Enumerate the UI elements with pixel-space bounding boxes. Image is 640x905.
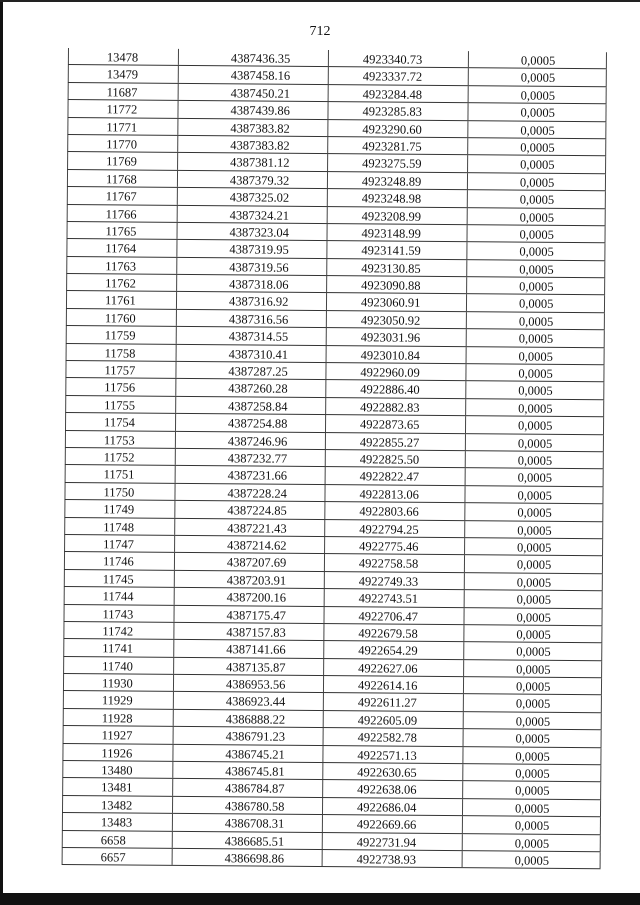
y-coordinate-cell: 4922758.58 — [324, 554, 464, 571]
error-cell: 0,0005 — [465, 434, 604, 451]
y-coordinate-cell: 4922706.47 — [323, 607, 463, 624]
error-cell: 0,0005 — [462, 799, 601, 816]
x-coordinate-cell: 4387379.32 — [177, 171, 327, 189]
error-cell: 0,0005 — [467, 103, 606, 120]
x-coordinate-cell: 4387287.25 — [175, 362, 325, 380]
x-coordinate-cell: 4386953.56 — [173, 675, 323, 693]
y-coordinate-cell: 4922614.16 — [323, 676, 463, 693]
x-coordinate-cell: 4387135.87 — [173, 658, 323, 676]
table-row — [62, 848, 601, 870]
error-cell: 0,0005 — [464, 503, 603, 520]
y-coordinate-cell: 4923010.84 — [326, 346, 466, 363]
y-coordinate-cell: 4922749.33 — [324, 572, 464, 589]
error-cell: 0,0005 — [463, 660, 602, 677]
point-id-cell: 13480 — [62, 761, 172, 778]
y-coordinate-cell: 4923337.72 — [328, 67, 468, 84]
error-cell: 0,0005 — [468, 51, 607, 68]
x-coordinate-cell: 4386745.81 — [172, 762, 322, 780]
point-id-cell: 13481 — [62, 778, 172, 795]
y-coordinate-cell: 4922822.47 — [325, 467, 465, 484]
y-coordinate-cell: 4922813.06 — [324, 485, 464, 502]
point-id-cell: 13478 — [68, 48, 178, 65]
point-id-cell: 11753 — [65, 431, 175, 448]
y-coordinate-cell: 4923248.89 — [327, 172, 467, 189]
error-cell: 0,0005 — [462, 834, 601, 851]
point-id-cell: 11762 — [66, 274, 176, 291]
error-cell: 0,0005 — [464, 538, 603, 555]
x-coordinate-cell: 4386685.51 — [172, 831, 322, 849]
error-cell: 0,0005 — [467, 138, 606, 155]
y-coordinate-cell: 4923285.83 — [327, 102, 467, 119]
point-id-cell: 11745 — [64, 570, 174, 587]
y-coordinate-cell: 4922679.58 — [323, 624, 463, 641]
x-coordinate-cell: 4386745.21 — [172, 744, 322, 762]
point-id-cell: 13482 — [62, 796, 172, 813]
point-id-cell: 13479 — [68, 65, 178, 82]
y-coordinate-cell: 4922582.78 — [323, 728, 463, 745]
error-cell: 0,0005 — [466, 295, 605, 312]
y-coordinate-cell: 4922960.09 — [325, 363, 465, 380]
x-coordinate-cell: 4386780.58 — [172, 797, 322, 815]
point-id-cell: 11763 — [66, 257, 176, 274]
x-coordinate-cell: 4386708.31 — [172, 814, 322, 832]
error-cell: 0,0005 — [463, 729, 602, 746]
x-coordinate-cell: 4387439.86 — [177, 101, 327, 119]
y-coordinate-cell: 4922731.94 — [322, 833, 462, 850]
y-coordinate-cell: 4922630.65 — [322, 763, 462, 780]
x-coordinate-cell: 4386791.23 — [173, 727, 323, 745]
error-cell: 0,0005 — [462, 764, 601, 781]
error-cell: 0,0005 — [466, 347, 605, 364]
y-coordinate-cell: 4922571.13 — [322, 746, 462, 763]
point-id-cell: 11741 — [63, 639, 173, 656]
point-id-cell: 6657 — [62, 848, 172, 865]
point-id-cell: 11926 — [62, 744, 172, 761]
point-id-cell: 11761 — [66, 291, 176, 308]
coordinates-table — [62, 48, 607, 870]
y-coordinate-cell: 4922873.65 — [325, 415, 465, 432]
error-cell: 0,0005 — [463, 712, 602, 729]
y-coordinate-cell: 4922605.09 — [323, 711, 463, 728]
y-coordinate-cell: 4923130.85 — [326, 259, 466, 276]
error-cell: 0,0005 — [465, 399, 604, 416]
error-cell: 0,0005 — [465, 451, 604, 468]
point-id-cell: 11746 — [64, 552, 174, 569]
x-coordinate-cell: 4387232.77 — [175, 449, 325, 467]
error-cell: 0,0005 — [464, 486, 603, 503]
error-cell: 0,0005 — [463, 642, 602, 659]
y-coordinate-cell: 4922794.25 — [324, 520, 464, 537]
error-cell: 0,0005 — [466, 312, 605, 329]
point-id-cell: 11759 — [66, 326, 176, 343]
point-id-cell: 11749 — [64, 500, 174, 517]
y-coordinate-cell: 4923090.88 — [326, 276, 466, 293]
y-coordinate-cell: 4923275.59 — [327, 154, 467, 171]
y-coordinate-cell: 4922611.27 — [323, 693, 463, 710]
error-cell: 0,0005 — [462, 747, 601, 764]
x-coordinate-cell: 4387319.56 — [176, 258, 326, 276]
x-coordinate-cell: 4387381.12 — [177, 153, 327, 171]
x-coordinate-cell: 4387231.66 — [175, 466, 325, 484]
x-coordinate-cell: 4386888.22 — [173, 710, 323, 728]
page-number: 712 — [309, 24, 331, 39]
x-coordinate-cell: 4387175.47 — [173, 605, 323, 623]
y-coordinate-cell: 4922803.66 — [324, 502, 464, 519]
error-cell: 0,0005 — [464, 555, 603, 572]
error-cell: 0,0005 — [462, 851, 601, 868]
y-coordinate-cell: 4923290.60 — [327, 120, 467, 137]
x-coordinate-cell: 4387314.55 — [176, 327, 326, 345]
x-coordinate-cell: 4387260.28 — [175, 379, 325, 397]
y-coordinate-cell: 4923031.96 — [326, 328, 466, 345]
point-id-cell: 11768 — [67, 170, 177, 187]
y-coordinate-cell: 4923284.48 — [328, 85, 468, 102]
error-cell: 0,0005 — [462, 816, 601, 833]
error-cell: 0,0005 — [465, 364, 604, 381]
x-coordinate-cell: 4387325.02 — [177, 188, 327, 206]
error-cell: 0,0005 — [463, 608, 602, 625]
error-cell: 0,0005 — [466, 277, 605, 294]
y-coordinate-cell: 4923141.59 — [326, 241, 466, 258]
x-coordinate-cell: 4387383.82 — [177, 118, 327, 136]
point-id-cell: 11752 — [65, 448, 175, 465]
point-id-cell: 11748 — [64, 518, 174, 535]
y-coordinate-cell: 4922654.29 — [323, 641, 463, 658]
error-cell: 0,0005 — [463, 677, 602, 694]
error-cell: 0,0005 — [465, 382, 604, 399]
x-coordinate-cell: 4387207.69 — [174, 553, 324, 571]
error-cell: 0,0005 — [463, 695, 602, 712]
point-id-cell: 11754 — [65, 413, 175, 430]
point-id-cell: 11771 — [67, 118, 177, 135]
x-coordinate-cell: 4387324.21 — [177, 205, 327, 223]
x-coordinate-cell: 4387246.96 — [175, 431, 325, 449]
x-coordinate-cell: 4387318.06 — [176, 275, 326, 293]
error-cell: 0,0005 — [465, 416, 604, 433]
y-coordinate-cell: 4923060.91 — [326, 294, 466, 311]
x-coordinate-cell: 4387221.43 — [174, 518, 324, 536]
point-id-cell: 11770 — [67, 135, 177, 152]
point-id-cell: 11756 — [65, 378, 175, 395]
point-id-cell: 11744 — [64, 587, 174, 604]
y-coordinate-cell: 4922886.40 — [325, 380, 465, 397]
x-coordinate-cell: 4387258.84 — [175, 397, 325, 415]
point-id-cell: 11687 — [68, 83, 178, 100]
y-coordinate-cell: 4922686.04 — [322, 798, 462, 815]
y-coordinate-cell: 4923281.75 — [327, 137, 467, 154]
x-coordinate-cell: 4387141.66 — [173, 640, 323, 658]
x-coordinate-cell: 4387200.16 — [174, 588, 324, 606]
x-coordinate-cell: 4386923.44 — [173, 692, 323, 710]
x-coordinate-cell: 4387214.62 — [174, 536, 324, 554]
point-id-cell: 11928 — [63, 709, 173, 726]
error-cell: 0,0005 — [462, 782, 601, 799]
x-coordinate-cell: 4387316.92 — [176, 292, 326, 310]
error-cell: 0,0005 — [464, 590, 603, 607]
point-id-cell: 11766 — [67, 205, 177, 222]
error-cell: 0,0005 — [467, 190, 606, 207]
point-id-cell: 11742 — [63, 622, 173, 639]
y-coordinate-cell: 4923208.99 — [327, 207, 467, 224]
error-cell: 0,0005 — [464, 521, 603, 538]
scan-top-edge — [0, 0, 640, 2]
point-id-cell: 11743 — [64, 604, 174, 621]
x-coordinate-cell: 4387310.41 — [176, 344, 326, 362]
point-id-cell: 11927 — [63, 726, 173, 743]
x-coordinate-cell: 4387228.24 — [174, 484, 324, 502]
point-id-cell: 11764 — [66, 239, 176, 256]
error-cell: 0,0005 — [464, 573, 603, 590]
error-cell: 0,0005 — [465, 469, 604, 486]
x-coordinate-cell: 4387383.82 — [177, 136, 327, 154]
y-coordinate-cell: 4922775.46 — [324, 537, 464, 554]
x-coordinate-cell: 4386698.86 — [172, 849, 322, 867]
point-id-cell: 6658 — [62, 831, 172, 848]
point-id-cell: 11929 — [63, 691, 173, 708]
error-cell: 0,0005 — [467, 208, 606, 225]
point-id-cell: 11769 — [67, 152, 177, 169]
error-cell: 0,0005 — [463, 625, 602, 642]
y-coordinate-cell: 4923148.99 — [326, 224, 466, 241]
error-cell: 0,0005 — [467, 155, 606, 172]
error-cell: 0,0005 — [467, 121, 606, 138]
x-coordinate-cell: 4387450.21 — [178, 84, 328, 102]
x-coordinate-cell: 4387203.91 — [174, 571, 324, 589]
y-coordinate-cell: 4922669.66 — [322, 815, 462, 832]
y-coordinate-cell: 4923050.92 — [326, 311, 466, 328]
error-cell: 0,0005 — [466, 329, 605, 346]
y-coordinate-cell: 4922627.06 — [323, 659, 463, 676]
point-id-cell: 11750 — [64, 483, 174, 500]
x-coordinate-cell: 4387458.16 — [178, 66, 328, 84]
x-coordinate-cell: 4387319.95 — [176, 240, 326, 258]
y-coordinate-cell: 4922638.06 — [322, 780, 462, 797]
scan-left-edge — [0, 0, 3, 905]
error-cell: 0,0005 — [468, 69, 607, 86]
x-coordinate-cell: 4387254.88 — [175, 414, 325, 432]
x-coordinate-cell: 4387436.35 — [178, 49, 328, 67]
error-cell: 0,0005 — [467, 173, 606, 190]
y-coordinate-cell: 4922825.50 — [325, 450, 465, 467]
x-coordinate-cell: 4387157.83 — [173, 623, 323, 641]
x-coordinate-cell: 4387316.56 — [176, 310, 326, 328]
y-coordinate-cell: 4922743.51 — [324, 589, 464, 606]
point-id-cell: 11930 — [63, 674, 173, 691]
point-id-cell: 11772 — [67, 100, 177, 117]
y-coordinate-cell: 4922855.27 — [325, 433, 465, 450]
y-coordinate-cell: 4923248.98 — [327, 189, 467, 206]
scan-bottom-edge — [0, 893, 640, 905]
point-id-cell: 11760 — [66, 309, 176, 326]
point-id-cell: 11767 — [67, 187, 177, 204]
point-id-cell: 11765 — [67, 222, 177, 239]
error-cell: 0,0005 — [466, 225, 605, 242]
error-cell: 0,0005 — [466, 242, 605, 259]
point-id-cell: 11740 — [63, 657, 173, 674]
y-coordinate-cell: 4923340.73 — [328, 50, 468, 67]
point-id-cell: 11757 — [65, 361, 175, 378]
error-cell: 0,0005 — [466, 260, 605, 277]
y-coordinate-cell: 4922738.93 — [322, 850, 462, 867]
point-id-cell: 13483 — [62, 813, 172, 830]
point-id-cell: 11747 — [64, 535, 174, 552]
y-coordinate-cell: 4922882.83 — [325, 398, 465, 415]
x-coordinate-cell: 4387323.04 — [177, 223, 327, 241]
x-coordinate-cell: 4386784.87 — [172, 779, 322, 797]
x-coordinate-cell: 4387224.85 — [174, 501, 324, 519]
error-cell: 0,0005 — [468, 86, 607, 103]
point-id-cell: 11758 — [66, 344, 176, 361]
point-id-cell: 11755 — [65, 396, 175, 413]
point-id-cell: 11751 — [65, 465, 175, 482]
